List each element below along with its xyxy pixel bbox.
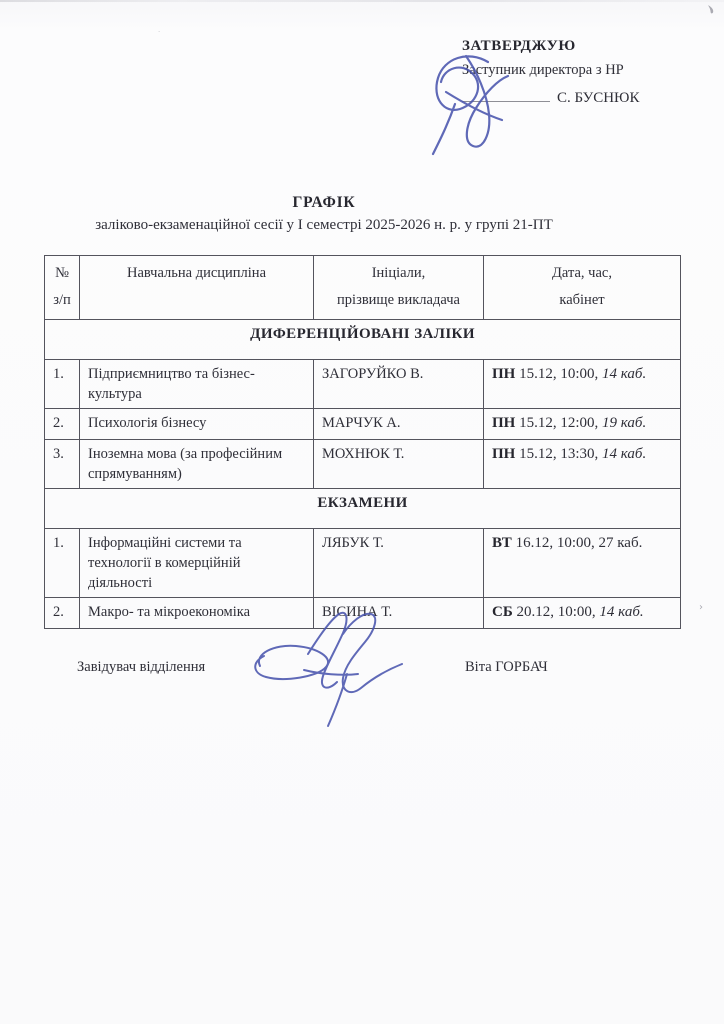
header-cell-number: [45, 256, 80, 320]
teacher-cell: МАРЧУК А.: [314, 409, 484, 440]
section-title: ДИФЕРЕНЦІЙОВАНІ ЗАЛІКИ: [45, 320, 681, 360]
section-header-row: [45, 489, 681, 529]
schedule-table: [44, 255, 681, 629]
teacher-cell: ВІСИНА Т.: [314, 598, 484, 629]
header-line: Дата, час,: [552, 265, 612, 281]
header-line: кабінет: [559, 292, 605, 308]
teacher-cell: МОХНЮК Т.: [314, 440, 484, 489]
date-time-text: 15.12, 10:00,: [515, 366, 603, 382]
schedule-row: [45, 440, 681, 489]
approval-sign-row: [462, 88, 682, 109]
room-text: 27 каб.: [598, 535, 643, 551]
date-time-text: 15.12, 13:30,: [515, 446, 603, 462]
discipline-cell: Іноземна мова (за професійним спрямуванням): [80, 440, 314, 489]
datetime-cell: [484, 440, 681, 489]
document-heading: [24, 194, 624, 234]
row-number-cell: 1.: [45, 360, 80, 409]
discipline-cell: Підприємництво та бізнес-культура: [80, 360, 314, 409]
section-title: ЕКЗАМЕНИ: [45, 489, 681, 529]
approver-name: С. БУСНЮК: [557, 90, 640, 106]
header-line: №: [55, 265, 69, 281]
weekday-abbrev: ПН: [492, 446, 516, 462]
schedule-row: [45, 360, 681, 409]
row-number-cell: 2.: [45, 409, 80, 440]
teacher-cell: ЗАГОРУЙКО В.: [314, 360, 484, 409]
scan-artifact-mark: ﹅: [703, 3, 717, 18]
schedule-table-body: [45, 320, 681, 629]
room-text: 19 каб.: [602, 415, 647, 431]
header-cell-discipline: [80, 256, 314, 320]
date-time-text: 16.12, 10:00,: [511, 535, 599, 551]
schedule-row: [45, 529, 681, 598]
room-text: 14 каб.: [602, 446, 647, 462]
weekday-abbrev: ПН: [492, 415, 516, 431]
table-header-row: [45, 256, 681, 320]
room-text: 14 каб.: [599, 604, 644, 620]
weekday-abbrev: ПН: [492, 366, 516, 382]
header-line: з/п: [53, 292, 71, 308]
header-line: прізвище викладача: [337, 292, 460, 308]
signature-line: [462, 88, 550, 102]
footer-position-label: Завідувач відділення: [77, 659, 206, 675]
document-subtitle: заліково-екзаменаційної сесії у І семестрі 2025-2026 н. р. у групі 21-ПТ: [95, 217, 553, 233]
row-number-cell: 3.: [45, 440, 80, 489]
discipline-cell: Макро- та мікроекономіка: [80, 598, 314, 629]
discipline-cell: Психологія бізнесу: [80, 409, 314, 440]
datetime-cell: [484, 360, 681, 409]
date-time-text: 20.12, 10:00,: [512, 604, 600, 620]
scan-artifact-mark: ›: [699, 602, 703, 613]
row-number-cell: 2.: [45, 598, 80, 629]
weekday-abbrev: СБ: [492, 604, 513, 620]
section-header-row: [45, 320, 681, 360]
row-number-cell: 1.: [45, 529, 80, 598]
footer-signer-name: Віта ГОРБАЧ: [465, 659, 548, 675]
datetime-cell: [484, 409, 681, 440]
header-line: Ініціали,: [371, 265, 426, 281]
schedule-row: [45, 409, 681, 440]
room-text: 14 каб.: [602, 366, 647, 382]
weekday-abbrev: ВТ: [492, 535, 512, 551]
schedule-row: [45, 598, 681, 629]
header-line: Навчальна дисципліна: [126, 265, 267, 281]
teacher-cell: ЛЯБУК Т.: [314, 529, 484, 598]
approval-subtitle: Заступник директора з НР: [462, 62, 624, 78]
approval-block: [462, 36, 682, 109]
approval-title: ЗАТВЕРДЖУЮ: [462, 38, 576, 54]
header-cell-datetime: [484, 256, 681, 320]
datetime-cell: [484, 529, 681, 598]
document-title: ГРАФІК: [292, 194, 356, 211]
datetime-cell: [484, 598, 681, 629]
discipline-cell: Інформаційні системи та технології в комерційній діяльності: [80, 529, 314, 598]
header-cell-teacher: [314, 256, 484, 320]
date-time-text: 15.12, 12:00,: [515, 415, 603, 431]
scan-artifact-mark: ·: [158, 28, 161, 36]
